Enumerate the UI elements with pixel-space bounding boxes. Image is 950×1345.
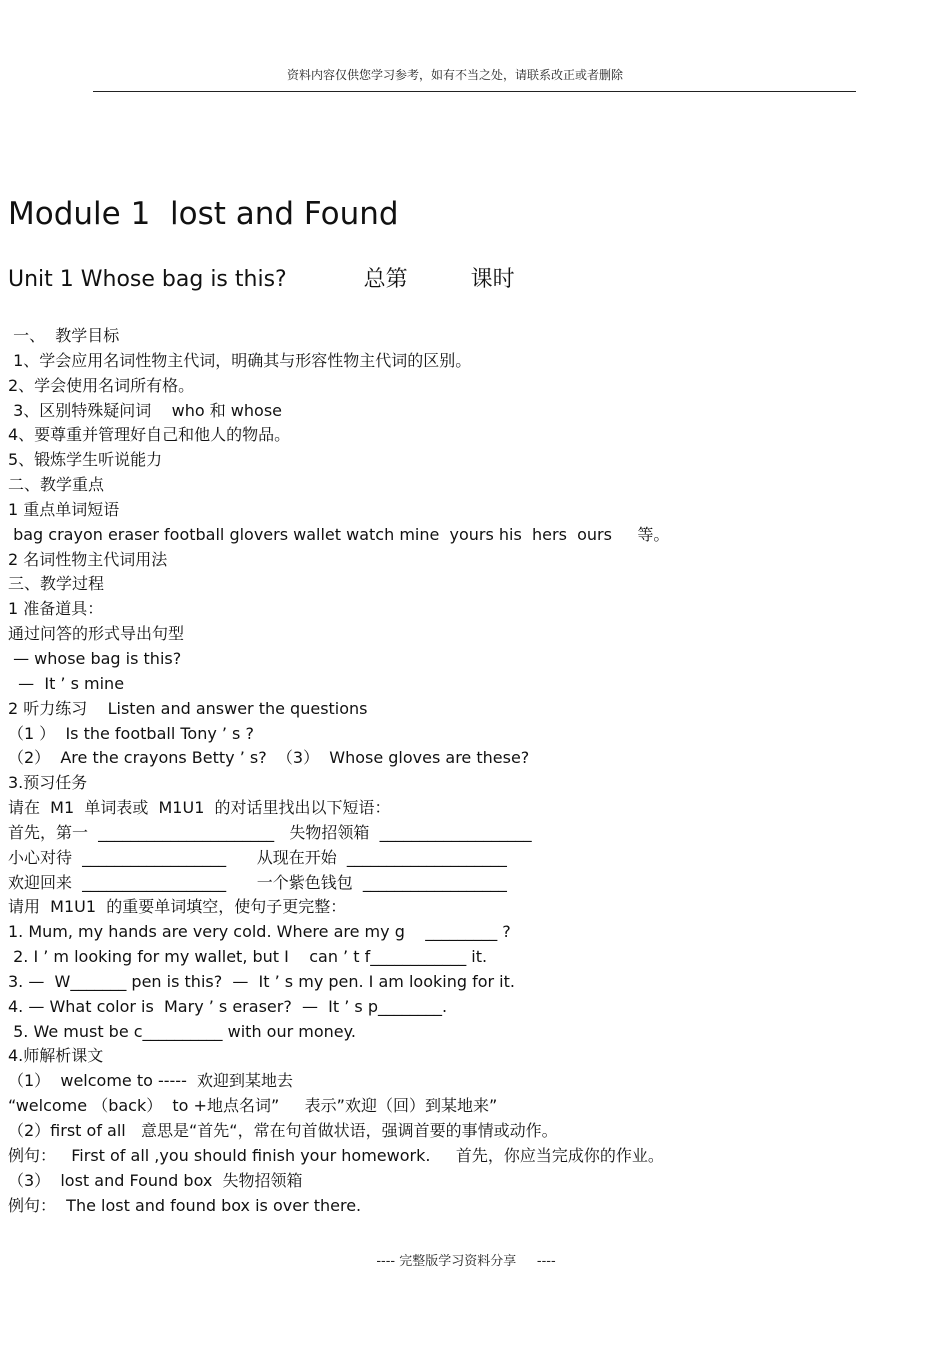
header-divider — [93, 91, 856, 92]
listening-question: （1 ） Is the football Tony ’ s ? — [8, 723, 254, 743]
fill-blank-sentence: 1. Mum, my hands are very cold. Where are my g _________ ? — [8, 922, 511, 942]
phrase-blank-row: 欢迎回来 __________________ 一个紫色钱包 __________________ — [8, 872, 507, 892]
dialogue-line: — whose bag is this? — [8, 648, 182, 668]
page-footer: ---- 完整版学习资料分享 ---- — [376, 1254, 556, 1269]
phrase-blank-row: 首先，第一 ______________________ 失物招领箱 ___________________ — [8, 822, 532, 842]
phrase-blank-row: 小心对待 __________________ 从现在开始 ____________________ — [8, 847, 507, 867]
analysis-note: “welcome （back） to +地点名词” 表示”欢迎（回）到某地来” — [8, 1096, 498, 1116]
key-point-item: 2 名词性物主代词用法 — [8, 549, 168, 569]
task-instruction: 请用 M1U1 的重要单词填空，使句子更完整： — [8, 897, 347, 917]
example-sentence: 例句： First of all ,you should finish your homework. 首先，你应当完成你的作业。 — [8, 1145, 664, 1165]
process-step: 4.师解析课文 — [8, 1046, 104, 1066]
section-heading-process: 三、教学过程 — [8, 574, 105, 594]
module-title: Module 1 lost and Found — [8, 196, 399, 232]
objective-item: 2、学会使用名词所有格。 — [8, 375, 195, 395]
objective-item: 5、锻炼学生听说能力 — [8, 450, 163, 470]
objective-item: 1、学会应用名词性物主代词，明确其与形容性物主代词的区别。 — [8, 350, 472, 370]
vocabulary-list: bag crayon eraser football glovers wallet watch mine yours his hers ours 等。 — [8, 524, 670, 544]
objective-item: 4、要尊重并管理好自己和他人的物品。 — [8, 425, 291, 445]
objective-item: 3、区别特殊疑问词 who 和 whose — [8, 400, 282, 420]
process-step: 2 听力练习 Listen and answer the questions — [8, 698, 368, 718]
section-heading-key-points: 二、教学重点 — [8, 475, 105, 495]
listening-question: （2） Are the crayons Betty ’ s? （3） Whose gloves are these? — [8, 748, 530, 768]
page-header: 资料内容仅供您学习参考，如有不当之处，请联系改正或者删除 — [286, 68, 623, 82]
analysis-item: （1） welcome to ----- 欢迎到某地去 — [8, 1071, 294, 1091]
fill-blank-sentence: 3. — W_______ pen is this? — It ’ s my pen. I am looking for it. — [8, 971, 515, 991]
task-instruction: 请在 M1 单词表或 M1U1 的对话里找出以下短语： — [8, 798, 391, 818]
process-step: 3.预习任务 — [8, 773, 88, 793]
section-heading-objectives: 一、 教学目标 — [8, 326, 120, 345]
process-step: 1 准备道具： — [8, 599, 104, 619]
unit-title: Unit 1 Whose bag is this? 总第 课时 — [8, 267, 515, 292]
dialogue-line: — It ’ s mine — [8, 673, 125, 693]
process-text: 通过问答的形式导出句型 — [8, 624, 185, 644]
example-sentence: 例句： The lost and found box is over there. — [8, 1195, 362, 1215]
lesson-body — [8, 324, 928, 1218]
fill-blank-sentence: 2. I ’ m looking for my wallet, but I can ’ t f____________ it. — [8, 947, 488, 967]
fill-blank-sentence: 5. We must be c__________ with our money. — [8, 1021, 356, 1041]
analysis-item: （3） lost and Found box 失物招领箱 — [8, 1170, 303, 1190]
key-point-item: 1 重点单词短语 — [8, 499, 120, 519]
fill-blank-sentence: 4. — What color is Mary ’ s eraser? — It ’ s p________. — [8, 996, 448, 1016]
analysis-item: （2）first of all 意思是“首先“，常在句首做状语，强调首要的事情或动作。 — [8, 1121, 558, 1140]
